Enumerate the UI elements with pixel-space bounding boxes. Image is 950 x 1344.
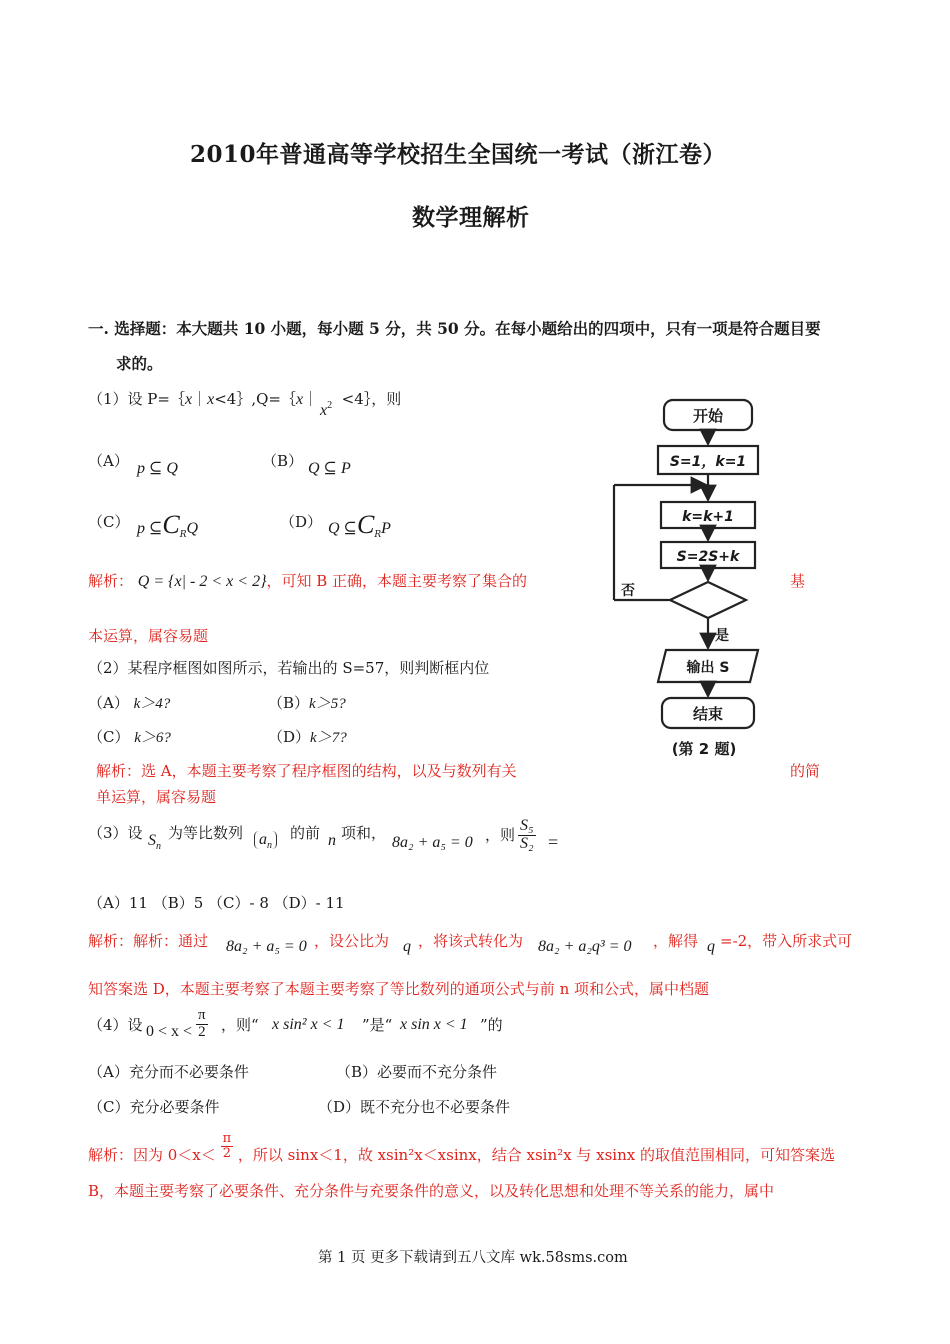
q3-answer-b: ，设公比为 — [314, 932, 390, 950]
flow-caption: (第 2 题) — [671, 740, 737, 758]
q4-option-d: （D）既不充分也不必要条件 — [318, 1098, 511, 1116]
q4-answer-line2: B，本题主要考察了必要条件、充分条件与充要条件的意义，以及转化思想和处理不等关系的能力，属中 — [88, 1182, 775, 1200]
q4-answer: 解析：因为 0＜x＜ $\frac{\pi}{2}$ ，所以 sinx＜1，故 xsin²x＜xsinx，结合 xsin²x 与 xsinx 的取值范围相同，可知答案选 — [88, 1131, 835, 1165]
q3-options: （A）11 （B）5 （C）- 8 （D）- 11 — [88, 894, 345, 912]
q3-answer-q2: q — [707, 938, 715, 955]
flow-start-text: 开始 — [692, 407, 724, 425]
q3-stem-c: 的前 — [290, 824, 321, 842]
page-subtitle: 数学理解析 — [412, 204, 530, 231]
q2-option-c: （C） k＞6? — [88, 728, 171, 746]
flow-step2-text: S=2S+k — [676, 549, 740, 565]
flow-no-label: 否 — [621, 583, 635, 599]
q2-stem: （2）某程序框图如图所示，若输出的 S=57，则判断框内位 — [88, 659, 490, 677]
q1-stem: （1）设 P=｛x｜x<4｝,Q=｛x｜ <4｝，则 — [88, 390, 402, 408]
q4-option-b: （B）必要而不充分条件 — [336, 1063, 498, 1081]
q1-answer-line2: 本运算，属容易题 — [88, 627, 209, 645]
q3-answer-d: ，解得 — [653, 932, 699, 950]
q3-answer-eq1: 8a₂ + a₅ = 0 — [226, 938, 307, 955]
q3-stem-e: ，则 — [485, 826, 516, 844]
page-footer: 第 1 页 更多下载请到五八文库 wk.58sms.com — [318, 1250, 628, 1266]
q4-condition1: x sin² x < 1 — [272, 1016, 345, 1033]
q4-stem-c: ”是“ — [362, 1016, 393, 1034]
q1-x-squared: $x^2$ — [320, 400, 333, 419]
q3-an: $a_n$ — [254, 831, 277, 849]
q4-condition2: x sin x < 1 — [400, 1016, 468, 1033]
q3-stem-b: 为等比数列 — [168, 824, 244, 842]
q3-Sn: $S_n$ — [148, 832, 161, 852]
q2-option-d: （D）k＞7? — [268, 728, 347, 746]
q1-option-b: Q ⊆ P — [308, 460, 351, 477]
q1-option-b-label: （B） — [262, 452, 304, 470]
section-header-line1: 一. 选择题：本大题共 10 小题，每小题 5 分，共 50 分。在每小题给出的四项中，只有一项是符合题目要 — [88, 319, 821, 338]
section-header-line2: 求的。 — [116, 354, 163, 373]
q2-option-a: （A） k＞4? — [88, 694, 171, 712]
q2-answer: 解析：选 A，本题主要考察了程序框图的结构，以及与数列有关 — [96, 762, 517, 780]
q4-stem-b: ，则“ — [221, 1016, 259, 1034]
q3-answer-eq2: 8a₂ + a₂q³ = 0 — [538, 938, 632, 955]
q4-inequality: 0 < x < $\frac{\pi}{2}$ — [146, 1007, 206, 1040]
q4-stem: （4）设 — [88, 1016, 143, 1034]
q1-answer-tail: 基 — [790, 572, 806, 590]
q1-option-c-label: （C） — [88, 513, 130, 531]
q1-option-c: p $⊆C_RQ$ — [137, 510, 199, 540]
q1-answer: 解析： Q = {x| - 2 < x < 2}，可知 B 正确，本题主要考察了集合的 — [88, 572, 528, 590]
q1-option-a-label: （A） — [88, 452, 129, 470]
q2-option-b: （B）k＞5? — [268, 694, 346, 712]
flowchart-figure — [598, 392, 778, 772]
q3-answer-line2: 知答案选 D，本题主要考察了本题主要考察了等比数列的通项公式与前 n 项和公式，属中档题 — [88, 980, 709, 998]
flow-yes-label: 是 — [715, 628, 729, 644]
q2-answer-line2: 单运算，属容易题 — [96, 788, 217, 806]
flow-decision-diamond — [670, 582, 746, 618]
q3-fraction: $\frac{\text{S₅}}{\text{S₂}}$ — [520, 817, 534, 852]
q4-stem-d: ”的 — [480, 1016, 503, 1034]
flow-init-text: S=1，k=1 — [669, 454, 747, 470]
q3-answer: 解析：解析：通过 — [88, 932, 209, 950]
q3-stem: （3）设 — [88, 824, 143, 842]
page-title: 2010年普通高等学校招生全国统一考试（浙江卷） — [190, 141, 727, 168]
q3-stem-d: 项和， — [341, 824, 387, 842]
flow-output-text: 输出 S — [686, 660, 730, 676]
q3-answer-e: =-2，带入所求式可 — [720, 932, 853, 950]
flow-end-text: 结束 — [692, 705, 724, 723]
q1-option-d-label: （D） — [280, 513, 323, 531]
flow-step1-text: k=k+1 — [682, 509, 734, 525]
q4-option-c: （C）充分必要条件 — [88, 1098, 220, 1116]
q4-option-a: （A）充分而不必要条件 — [88, 1063, 249, 1081]
q1-option-d: Q $⊆C_RP$ — [328, 510, 391, 540]
q3-answer-q: q — [403, 938, 411, 955]
q3-n: n — [328, 832, 336, 849]
q3-equals: = — [548, 832, 559, 852]
q3-equation: 8a₂ + a₅ = 0 — [392, 834, 473, 851]
q2-answer-tail: 的简 — [790, 762, 821, 780]
q1-option-a: p ⊆ Q — [137, 460, 178, 477]
q3-answer-c: ，将该式转化为 — [418, 932, 524, 950]
